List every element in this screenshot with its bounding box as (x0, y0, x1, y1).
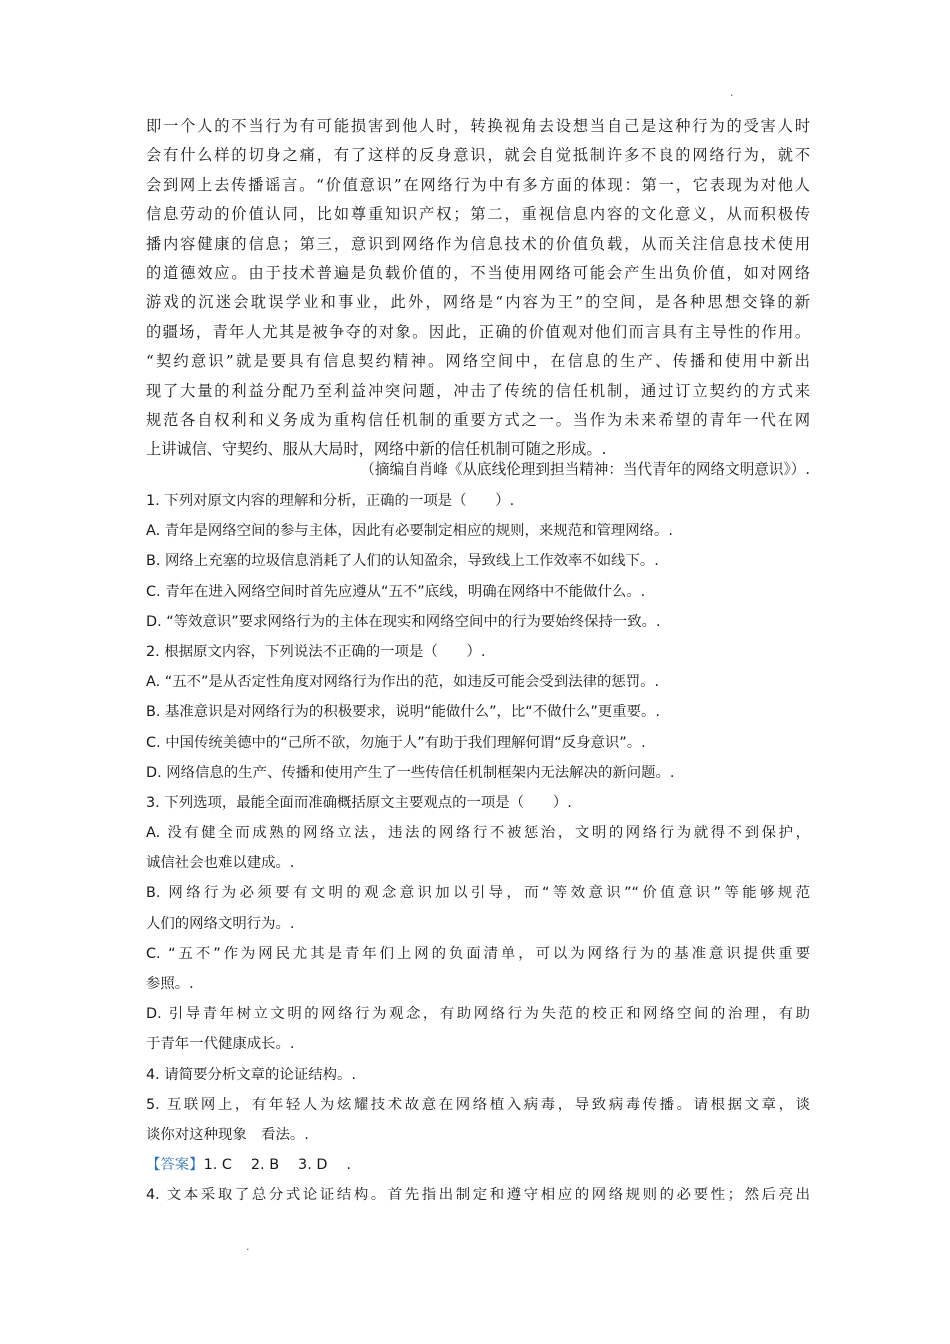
passage (146, 112, 810, 465)
top-mark: . (730, 86, 734, 99)
question-4: 4. 请简要分析文章的论证结构。. (146, 1066, 356, 1083)
q3-option-d: D. 引导青年树立文明的网络行为观念，有助网络行为失范的校正和网络空间的治理，有助 (146, 1006, 810, 1023)
passage-line: 播内容健康的信息；第三，意识到网络作为信息技术的价值负载，从而关注信息技术使用 (146, 234, 810, 253)
answer-4: 4. 文本采取了总分式论证结构。首先指出制定和遵守相应的网络规则的必要性；然后亮出 (146, 1187, 810, 1204)
question-5-cont: 谈你对这种现象 看法。. (146, 1126, 309, 1143)
answer-tag: 【答案】 (146, 1157, 204, 1174)
q3-option-c: C. “五不”作为网民尤其是青年们上网的负面清单，可以为网络行为的基准意识提供重要 (146, 945, 810, 962)
bottom-mark: . (246, 1240, 250, 1253)
question-5: 5. 互联网上，有年轻人为炫耀技术故意在网络植入病毒，导致病毒传播。请根据文章，谈 (146, 1096, 810, 1113)
q3-option-a-cont: 诚信社会也难以建成。. (146, 855, 295, 872)
q2-option-a: A. “五不”是从否定性角度对网络行为作出的范，如违反可能会受到法律的惩罚。. (146, 674, 660, 691)
passage-line: 上讲诚信、守契约、服从大局时，网络中新的信任机制可随之形成。. (146, 440, 607, 459)
q3-option-b: B. 网络行为必须要有文明的观念意识加以引导，而“等效意识”“价值意识”等能够规范 (146, 885, 810, 902)
q3-option-d-cont: 于青年一代健康成长。. (146, 1036, 295, 1053)
passage-line: 现了大量的利益分配乃至利益冲突问题，冲击了传统的信任机制，通过订立契约的方式来 (146, 381, 810, 400)
passage-line: 游戏的沉迷会耽误学业和事业，此外，网络是“内容为王”的空间，是各种思想交锋的新 (146, 293, 810, 312)
q1-option-c: C. 青年在进入网络空间时首先应遵从“五不”底线，明确在网络中不能做什么。. (146, 583, 646, 600)
passage-line: 即一个人的不当行为有可能损害到他人时，转换视角去设想当自己是这种行为的受害人时 (146, 117, 810, 135)
question-1: 1. 下列对原文内容的理解和分析，正确的一项是（ ）. (146, 493, 515, 509)
q1-option-d: D. “等效意识”要求网络行为的主体在现实和网络空间中的行为要始终保持一致。. (146, 613, 661, 630)
passage-line: 的疆场，青年人尤其是被争夺的对象。因此，正确的价值观对他们而言具有主导性的作用。 (146, 322, 810, 341)
passage-line: 信息劳动的价值认同，比如尊重知识产权；第二，重视信息内容的文化意义，从而积极传 (146, 205, 810, 224)
q3-option-c-cont: 参照。. (146, 976, 194, 992)
passage-line: 规范各自权利和义务成为重构信任机制的重要方式之一。当作为未来希望的青年一代在网 (146, 410, 810, 429)
question-3: 3. 下列选项，最能全面而准确概括原文主要观点的一项是（ ）. (146, 794, 572, 811)
q2-option-d: D. 网络信息的生产、传播和使用产生了一些传信任机制框架内无法解决的新问题。. (146, 764, 675, 781)
questions (146, 486, 810, 1211)
passage-line: 会有什么样的切身之痛，有了这样的反身意识，就会自觉抵制许多不良的网络行为，就不 (146, 146, 810, 165)
answer-line (146, 1150, 810, 1180)
passage-line: “契约意识”就是要具有信息契约精神。网络空间中，在信息的生产、传播和使用中新出 (146, 352, 810, 371)
source-citation: （摘编自肖峰《从底线伦理到担当精神：当代青年的网络文明意识》）. (360, 461, 810, 478)
q2-option-b: B. 基准意识是对网络行为的积极要求，说明“能做什么”，比“不做什么”更重要。. (146, 704, 660, 721)
question-2: 2. 根据原文内容，下列说法不正确的一项是（ ）. (146, 643, 486, 660)
q2-option-c: C. 中国传统美德中的“己所不欲，勿施于人”有助于我们理解何谓“反身意识”。. (146, 734, 646, 751)
answer-text: 1. C 2. B 3. D . (203, 1157, 351, 1174)
q1-option-a: A. 青年是网络空间的参与主体，因此有必要制定相应的规则，来规范和管理网络。. (146, 523, 673, 540)
q1-option-b: B. 网络上充塞的垃圾信息消耗了人们的认知盈余，导致线上工作效率不如线下。. (146, 553, 659, 570)
q3-option-a: A. 没有健全而成熟的网络立法，违法的网络行不被惩治，文明的网络行为就得不到保护， (146, 825, 810, 842)
passage-line: 的道德效应。由于技术普遍是负载价值的，不当使用网络可能会产生出负价值，如对网络 (146, 263, 810, 282)
passage-line: 会到网上去传播谣言。“价值意识”在网络行为中有多方面的体现：第一，它表现为对他人 (146, 175, 810, 194)
q3-option-b-cont: 人们的网络文明行为。. (146, 915, 295, 932)
